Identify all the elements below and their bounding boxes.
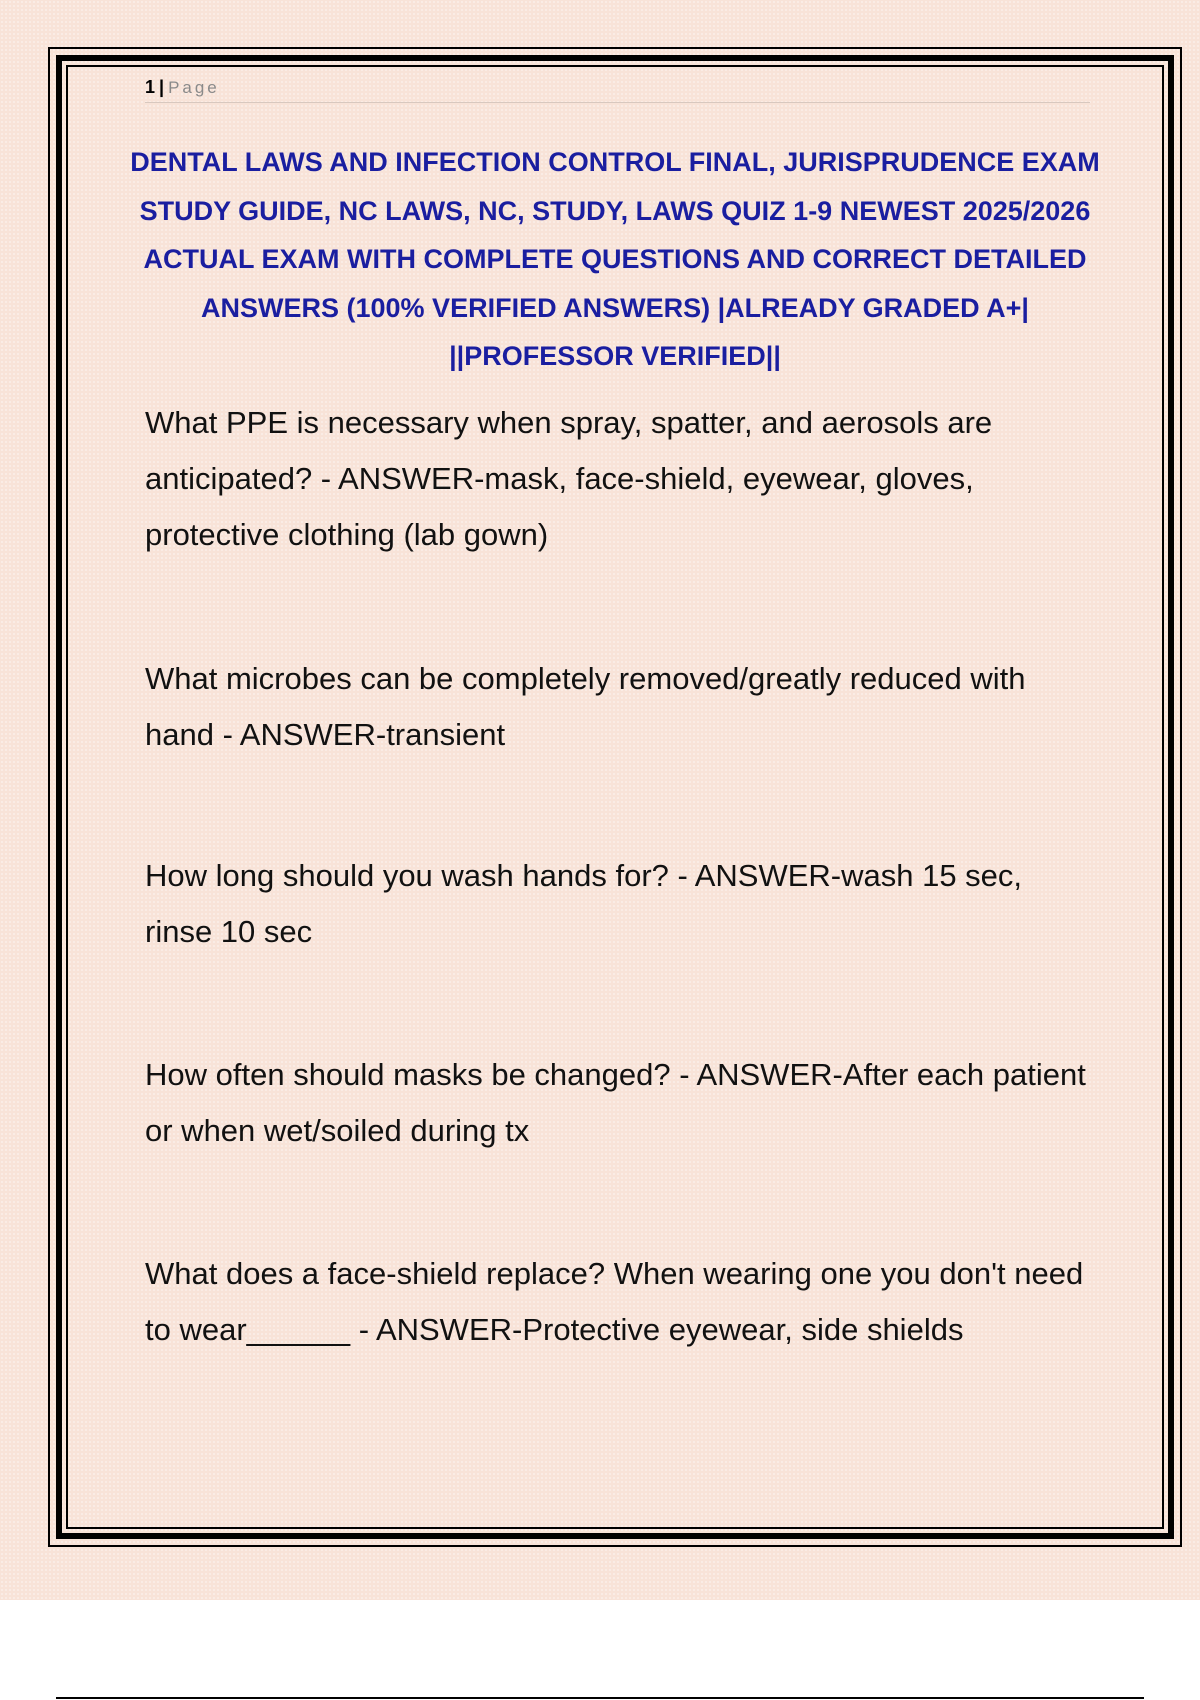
qa-item: What PPE is necessary when spray, spatter, and aerosols are anticipated? - ANSWER-mask, face-shield, eyewear, gloves, protective clothing (lab gown) bbox=[145, 405, 993, 552]
next-page-rule bbox=[56, 1697, 1144, 1699]
document-title: DENTAL LAWS AND INFECTION CONTROL FINAL, JURISPRUDENCE EXAM STUDY GUIDE, NC LAWS, NC, STUDY, LAWS QUIZ 1-9 NEWEST 2025/2026 ACTUAL EXAM WITH COMPLETE QUESTIONS AND CORRECT DETAILED ANSWERS (100% VERIFIED ANSWERS) |ALREADY GRADED A+| ||PROFESSOR VERIFIED|| bbox=[130, 147, 1100, 371]
qa-item: What does a face-shield replace? When wearing one you don't need to wear______ - ANSWER-Protective eyewear, side shields bbox=[145, 1256, 1084, 1347]
qa-item: How often should masks be changed? - ANSWER-After each patient or when wet/soiled during tx bbox=[145, 1057, 1086, 1148]
page-number: 1 bbox=[145, 77, 156, 97]
page-label: Page bbox=[168, 78, 220, 97]
qa-item: What microbes can be completely removed/greatly reduced with hand - ANSWER-transient bbox=[145, 661, 1026, 752]
qa-item: How long should you wash hands for? - ANSWER-wash 15 sec, rinse 10 sec bbox=[145, 858, 1023, 949]
page-separator: | bbox=[159, 77, 165, 97]
page-header bbox=[145, 74, 1090, 103]
